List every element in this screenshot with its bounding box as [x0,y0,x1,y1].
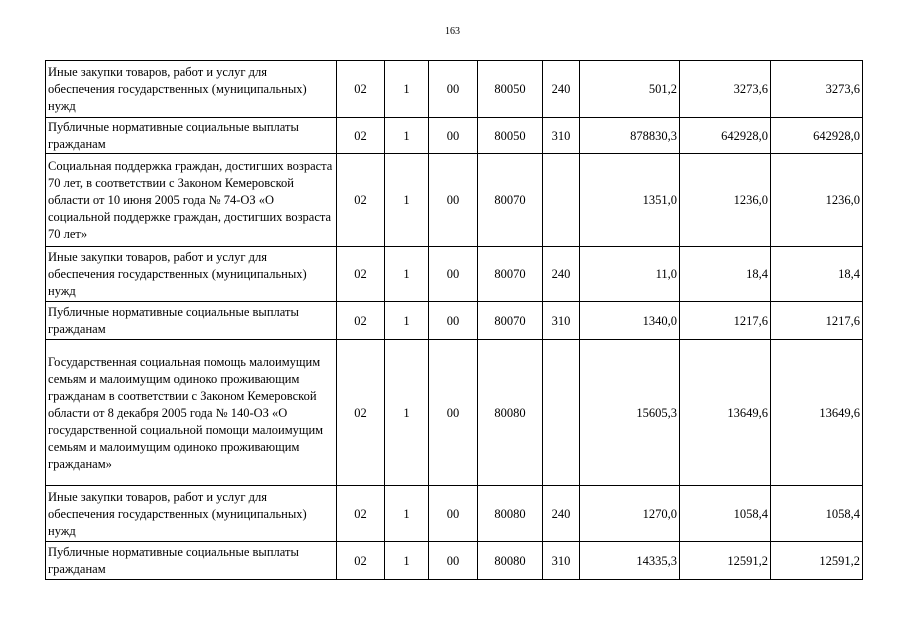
table-row [46,61,863,118]
row-amount-3: 12591,2 [771,542,863,580]
row-code: 80070 [478,302,543,340]
row-code: 80070 [478,154,543,247]
row-section: 02 [337,118,385,154]
row-program: 00 [429,247,478,302]
row-section: 02 [337,302,385,340]
table-row [46,154,863,247]
row-amount-2: 1217,6 [680,302,771,340]
row-amount-2: 18,4 [680,247,771,302]
row-expense-type: 310 [543,302,580,340]
row-amount-1: 14335,3 [580,542,680,580]
row-subsection: 1 [385,118,429,154]
row-program: 00 [429,302,478,340]
row-section: 02 [337,486,385,542]
row-expense-type: 310 [543,118,580,154]
row-amount-2: 3273,6 [680,61,771,118]
table-row [46,118,863,154]
table-row [46,486,863,542]
row-program: 00 [429,61,478,118]
row-section: 02 [337,154,385,247]
row-amount-2: 642928,0 [680,118,771,154]
row-code: 80070 [478,247,543,302]
row-subsection: 1 [385,340,429,486]
row-subsection: 1 [385,302,429,340]
row-amount-3: 642928,0 [771,118,863,154]
table-row [46,247,863,302]
table-row [46,542,863,580]
page-number: 163 [445,26,460,37]
row-name: Иные закупки товаров, работ и услуг для обеспечения государственных (муниципальных) нужд [46,486,337,542]
row-amount-3: 1058,4 [771,486,863,542]
row-name: Публичные нормативные социальные выплаты гражданам [46,302,337,340]
row-expense-type [543,340,580,486]
row-expense-type: 240 [543,247,580,302]
row-program: 00 [429,542,478,580]
row-code: 80080 [478,340,543,486]
row-subsection: 1 [385,154,429,247]
row-amount-1: 878830,3 [580,118,680,154]
row-subsection: 1 [385,542,429,580]
row-expense-type: 240 [543,486,580,542]
row-amount-1: 15605,3 [580,340,680,486]
row-code: 80050 [478,61,543,118]
row-amount-3: 1236,0 [771,154,863,247]
row-amount-2: 13649,6 [680,340,771,486]
row-expense-type [543,154,580,247]
row-amount-3: 3273,6 [771,61,863,118]
row-amount-1: 1351,0 [580,154,680,247]
row-amount-2: 12591,2 [680,542,771,580]
row-amount-2: 1058,4 [680,486,771,542]
row-name: Иные закупки товаров, работ и услуг для обеспечения государственных (муниципальных) нужд [46,247,337,302]
row-code: 80080 [478,486,543,542]
row-amount-3: 1217,6 [771,302,863,340]
row-name: Социальная поддержка граждан, достигших возраста 70 лет, в соответствии с Законом Кемеровской области от 10 июня 2005 года № 74-ОЗ «О социальной поддержке граждан, достигших возраста 70 лет» [46,154,337,247]
row-amount-2: 1236,0 [680,154,771,247]
row-program: 00 [429,486,478,542]
row-amount-3: 18,4 [771,247,863,302]
row-name: Иные закупки товаров, работ и услуг для обеспечения государственных (муниципальных) нужд [46,61,337,118]
row-section: 02 [337,61,385,118]
row-program: 00 [429,154,478,247]
row-subsection: 1 [385,61,429,118]
row-name: Публичные нормативные социальные выплаты гражданам [46,118,337,154]
row-section: 02 [337,542,385,580]
row-code: 80080 [478,542,543,580]
row-subsection: 1 [385,486,429,542]
row-expense-type: 310 [543,542,580,580]
table-row [46,340,863,486]
table-row [46,302,863,340]
row-program: 00 [429,340,478,486]
row-name: Публичные нормативные социальные выплаты гражданам [46,542,337,580]
budget-table [45,60,863,580]
row-expense-type: 240 [543,61,580,118]
row-name: Государственная социальная помощь малоимущим семьям и малоимущим одиноко проживающим гражданам в соответствии с Законом Кемеровской области от 8 декабря 2005 года № 140-ОЗ «О государственной социальной помощи малоимущим семьям и малоимущим одиноко проживающим гражданам» [46,340,337,486]
row-code: 80050 [478,118,543,154]
table-body [46,61,863,580]
row-section: 02 [337,340,385,486]
row-amount-1: 11,0 [580,247,680,302]
row-amount-3: 13649,6 [771,340,863,486]
row-amount-1: 501,2 [580,61,680,118]
row-section: 02 [337,247,385,302]
row-program: 00 [429,118,478,154]
row-subsection: 1 [385,247,429,302]
row-amount-1: 1270,0 [580,486,680,542]
row-amount-1: 1340,0 [580,302,680,340]
